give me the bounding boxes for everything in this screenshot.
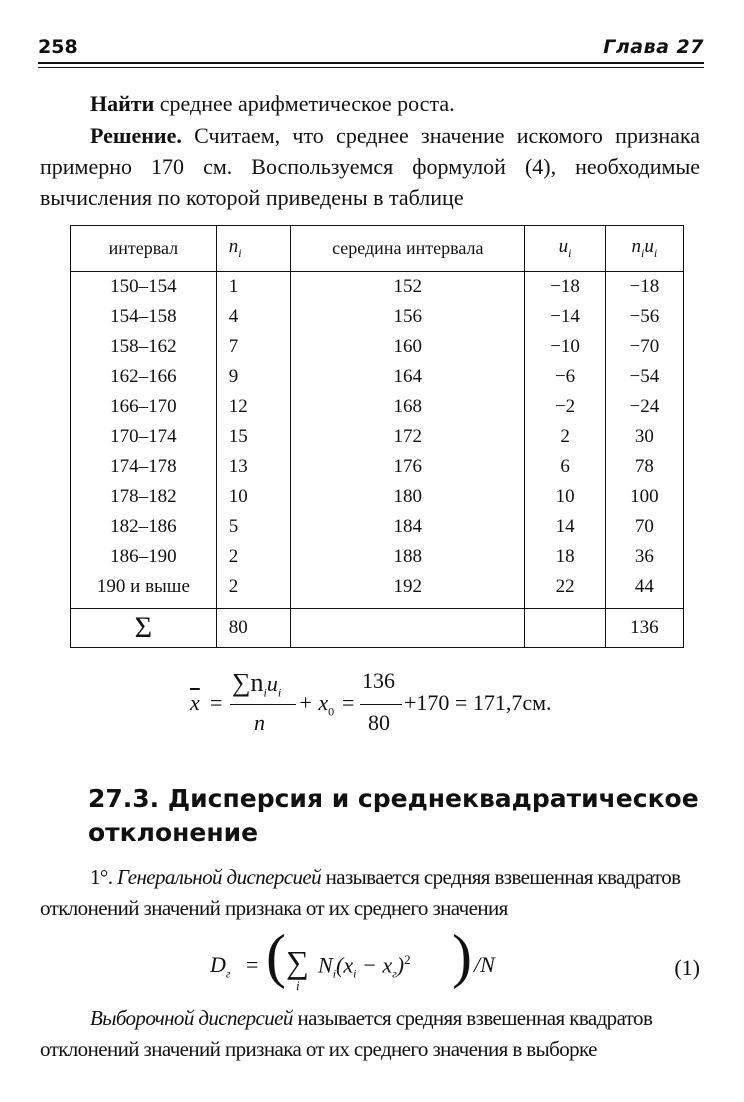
find-paragraph	[40, 88, 700, 119]
find-label: Найти	[90, 91, 155, 116]
section-heading: 27.3. Дисперсия и среднеквадратическое отклонение	[88, 784, 699, 847]
cell-niui: −24	[605, 392, 683, 422]
find-text: среднее арифметическое роста.	[154, 91, 455, 116]
cell-ui: 22	[525, 572, 605, 609]
cell-ni: 9	[216, 362, 290, 392]
cell-ui: −2	[525, 392, 605, 422]
frequency-table	[70, 225, 684, 648]
cell-interval: 150–154	[71, 272, 217, 303]
table-row	[71, 512, 684, 542]
mean-eq-1: =	[210, 690, 223, 715]
header-midpoint: середина интервала	[291, 226, 525, 272]
table-row	[71, 362, 684, 392]
mean-formula	[190, 668, 610, 748]
cell-midpoint: 164	[291, 362, 525, 392]
mean-frac2-den: 80	[368, 710, 390, 735]
table-row	[71, 332, 684, 362]
var-sum-sub: i	[296, 978, 300, 993]
solution-label: Решение.	[90, 123, 182, 148]
cell-midpoint: 172	[291, 422, 525, 452]
table-row	[71, 392, 684, 422]
header-interval: интервал	[71, 226, 217, 272]
cell-interval: 186–190	[71, 542, 217, 572]
var-over-n: /N	[474, 952, 495, 977]
variance-formula	[210, 923, 690, 1000]
var-close-paren: )	[452, 923, 472, 989]
table-row	[71, 482, 684, 512]
cell-midpoint: 152	[291, 272, 525, 303]
table-row	[71, 572, 684, 609]
table-row	[71, 272, 684, 303]
header-ni: $n_i$	[216, 226, 290, 272]
cell-niui: 44	[605, 572, 683, 609]
solution-paragraph	[40, 120, 700, 213]
cell-niui: −56	[605, 302, 683, 332]
cell-ui: −14	[525, 302, 605, 332]
cell-interval: 178–182	[71, 482, 217, 512]
cell-interval: 162–166	[71, 362, 217, 392]
mean-numerator: $\sum n_iu_i$	[232, 668, 282, 700]
header-niui: $n_iu_i$	[605, 226, 683, 272]
solution-text: Считаем, что среднее значение искомого признака примерно 170 см. Воспользуемся формулой (4), необходимые вычисления по которой приведены в таблице	[40, 123, 700, 210]
cell-ni: 5	[216, 512, 290, 542]
var-body: $N_i(x_i - x_г)^2$	[318, 952, 411, 981]
cell-niui: −54	[605, 362, 683, 392]
cell-ni: 13	[216, 452, 290, 482]
cell-midpoint: 160	[291, 332, 525, 362]
cell-interval: 182–186	[71, 512, 217, 542]
sample-variance-term: Выборочной дисперсией	[90, 1006, 293, 1030]
var-open-paren: (	[266, 923, 286, 989]
header-ui: $u_i$	[525, 226, 605, 272]
cell-midpoint: 176	[291, 452, 525, 482]
cell-ui: 18	[525, 542, 605, 572]
general-variance-term: Генеральной дисперсией	[117, 865, 321, 889]
mean-fraction-line-2	[360, 704, 402, 705]
cell-ui: −18	[525, 272, 605, 303]
cell-ni: 10	[216, 482, 290, 512]
table-body	[71, 272, 684, 609]
sum-symbol: Σ	[71, 609, 217, 648]
cell-ni: 2	[216, 572, 290, 609]
table-row	[71, 542, 684, 572]
cell-ni: 4	[216, 302, 290, 332]
total-nu: 136	[605, 609, 683, 648]
table-total-row	[71, 609, 684, 648]
var-sum: ∑	[286, 944, 309, 980]
table-row	[71, 422, 684, 452]
cell-niui: −70	[605, 332, 683, 362]
cell-ni: 7	[216, 332, 290, 362]
cell-ui: 10	[525, 482, 605, 512]
total-mid	[291, 609, 525, 648]
chapter-label: Глава 27	[603, 36, 704, 58]
cell-midpoint: 188	[291, 542, 525, 572]
mean-fraction-line-1	[230, 704, 296, 705]
cell-interval: 154–158	[71, 302, 217, 332]
page-number: 258	[38, 36, 78, 58]
cell-midpoint: 192	[291, 572, 525, 609]
equation-number: (1)	[674, 955, 700, 980]
mean-eq-2: =	[342, 690, 355, 715]
table-header-row	[71, 226, 684, 272]
cell-niui: 78	[605, 452, 683, 482]
mean-plus-x0: + $x_0$	[298, 690, 335, 719]
cell-ni: 1	[216, 272, 290, 303]
cell-ui: −10	[525, 332, 605, 362]
general-variance-paragraph: 1°. Генеральной дисперсией называется средняя взвешенная квадратов отклонений значений признака от их среднего значения	[40, 865, 681, 920]
cell-interval: 190 и выше	[71, 572, 217, 609]
cell-ui: 14	[525, 512, 605, 542]
cell-ui: −6	[525, 362, 605, 392]
mean-lhs: $\overline{x}$	[190, 690, 200, 715]
cell-niui: 36	[605, 542, 683, 572]
cell-niui: 70	[605, 512, 683, 542]
cell-interval: 170–174	[71, 422, 217, 452]
mean-denominator: n	[254, 710, 265, 735]
header-rule	[38, 62, 704, 68]
cell-niui: −18	[605, 272, 683, 303]
cell-niui: 100	[605, 482, 683, 512]
cell-ni: 2	[216, 542, 290, 572]
table-row	[71, 302, 684, 332]
cell-midpoint: 180	[291, 482, 525, 512]
cell-midpoint: 168	[291, 392, 525, 422]
cell-interval: 158–162	[71, 332, 217, 362]
sample-variance-paragraph: Выборочной дисперсией называется средняя взвешенная квадратов отклонений значений признака от их среднего значения в выборке	[40, 1006, 653, 1061]
cell-ni: 12	[216, 392, 290, 422]
var-lhs: $D_г$	[210, 952, 231, 981]
mean-tail: +170 = 171,7см.	[404, 690, 552, 715]
var-eq: =	[246, 952, 259, 977]
cell-interval: 166–170	[71, 392, 217, 422]
total-n: 80	[216, 609, 290, 648]
running-header	[38, 36, 704, 60]
cell-midpoint: 156	[291, 302, 525, 332]
cell-ui: 6	[525, 452, 605, 482]
table-row	[71, 452, 684, 482]
cell-interval: 174–178	[71, 452, 217, 482]
total-u	[525, 609, 605, 648]
cell-ui: 2	[525, 422, 605, 452]
cell-niui: 30	[605, 422, 683, 452]
cell-midpoint: 184	[291, 512, 525, 542]
mean-frac2-num: 136	[362, 668, 395, 693]
cell-ni: 15	[216, 422, 290, 452]
